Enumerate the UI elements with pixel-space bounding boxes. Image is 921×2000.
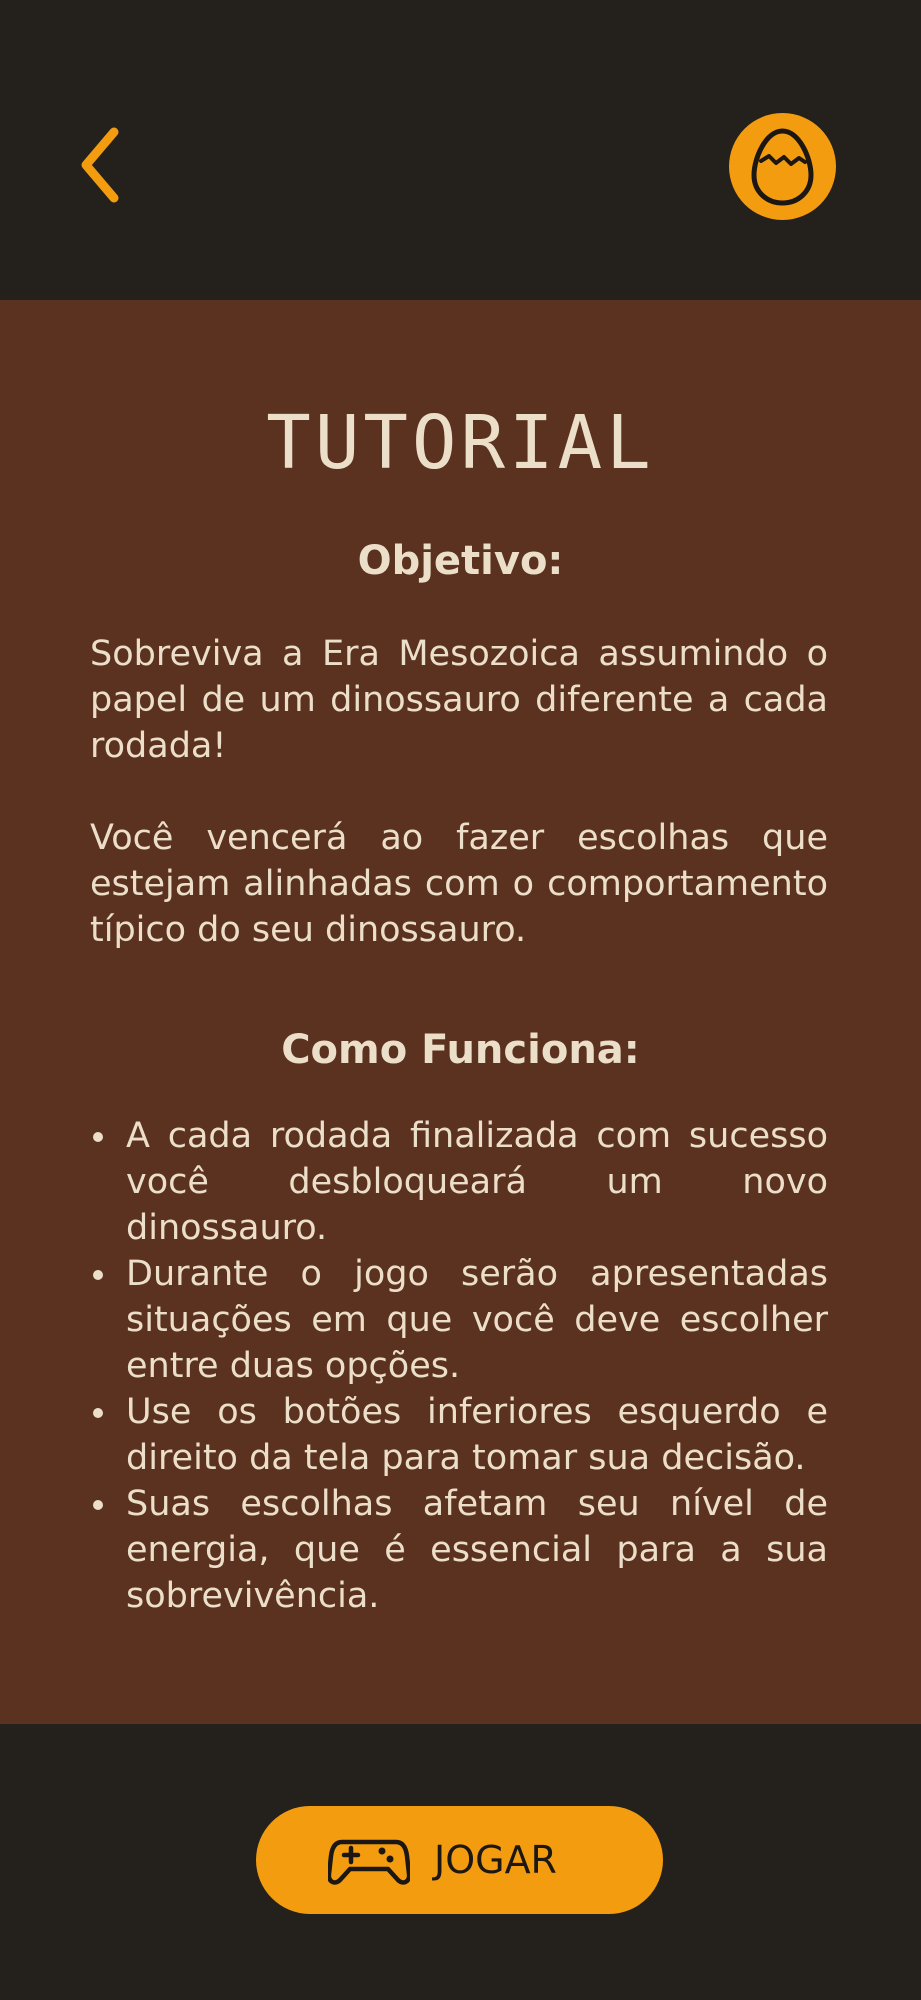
how-it-works-heading: Como Funciona: bbox=[281, 1027, 640, 1073]
bullet-dot bbox=[93, 1270, 103, 1280]
list-item bbox=[90, 1481, 828, 1619]
cracked-egg-icon bbox=[729, 113, 836, 220]
list-item bbox=[90, 1389, 828, 1481]
step-text: Use os botões inferiores esquerdo e direito da tela para tomar sua decisão. bbox=[126, 1392, 828, 1478]
bullet-dot bbox=[93, 1500, 103, 1510]
step-text: Durante o jogo serão apresentadas situações em que você deve escolher entre duas opções. bbox=[126, 1254, 828, 1386]
bullet-dot bbox=[93, 1408, 103, 1418]
page-title: TUTORIAL bbox=[266, 400, 655, 486]
egg-button[interactable] bbox=[729, 113, 836, 220]
play-button[interactable] bbox=[256, 1806, 663, 1914]
objective-paragraph-1: Sobreviva a Era Mesozoica assumindo o papel de um dinossauro diferente a cada rodada! bbox=[90, 634, 828, 766]
bottom-bar bbox=[0, 1724, 921, 2000]
list-item bbox=[90, 1113, 828, 1251]
top-bar bbox=[0, 0, 921, 300]
steps-list bbox=[90, 1113, 828, 1619]
back-button[interactable] bbox=[72, 120, 132, 210]
step-text: Suas escolhas afetam seu nível de energia, que é essencial para a sua sobrevivência. bbox=[126, 1484, 828, 1616]
objective-heading: Objetivo: bbox=[357, 538, 564, 584]
chevron-left-icon bbox=[72, 120, 132, 210]
step-text: A cada rodada finalizada com sucesso você desbloqueará um novo dinossauro. bbox=[126, 1116, 828, 1248]
tutorial-panel bbox=[0, 300, 921, 1724]
list-item bbox=[90, 1251, 828, 1389]
play-button-label: JOGAR bbox=[434, 1838, 557, 1882]
objective-paragraph-2: Você vencerá ao fazer escolhas que estejam alinhadas com o comportamento típico do seu dinossauro. bbox=[90, 818, 828, 950]
gamepad-icon bbox=[328, 1836, 410, 1886]
bullet-dot bbox=[93, 1132, 103, 1142]
